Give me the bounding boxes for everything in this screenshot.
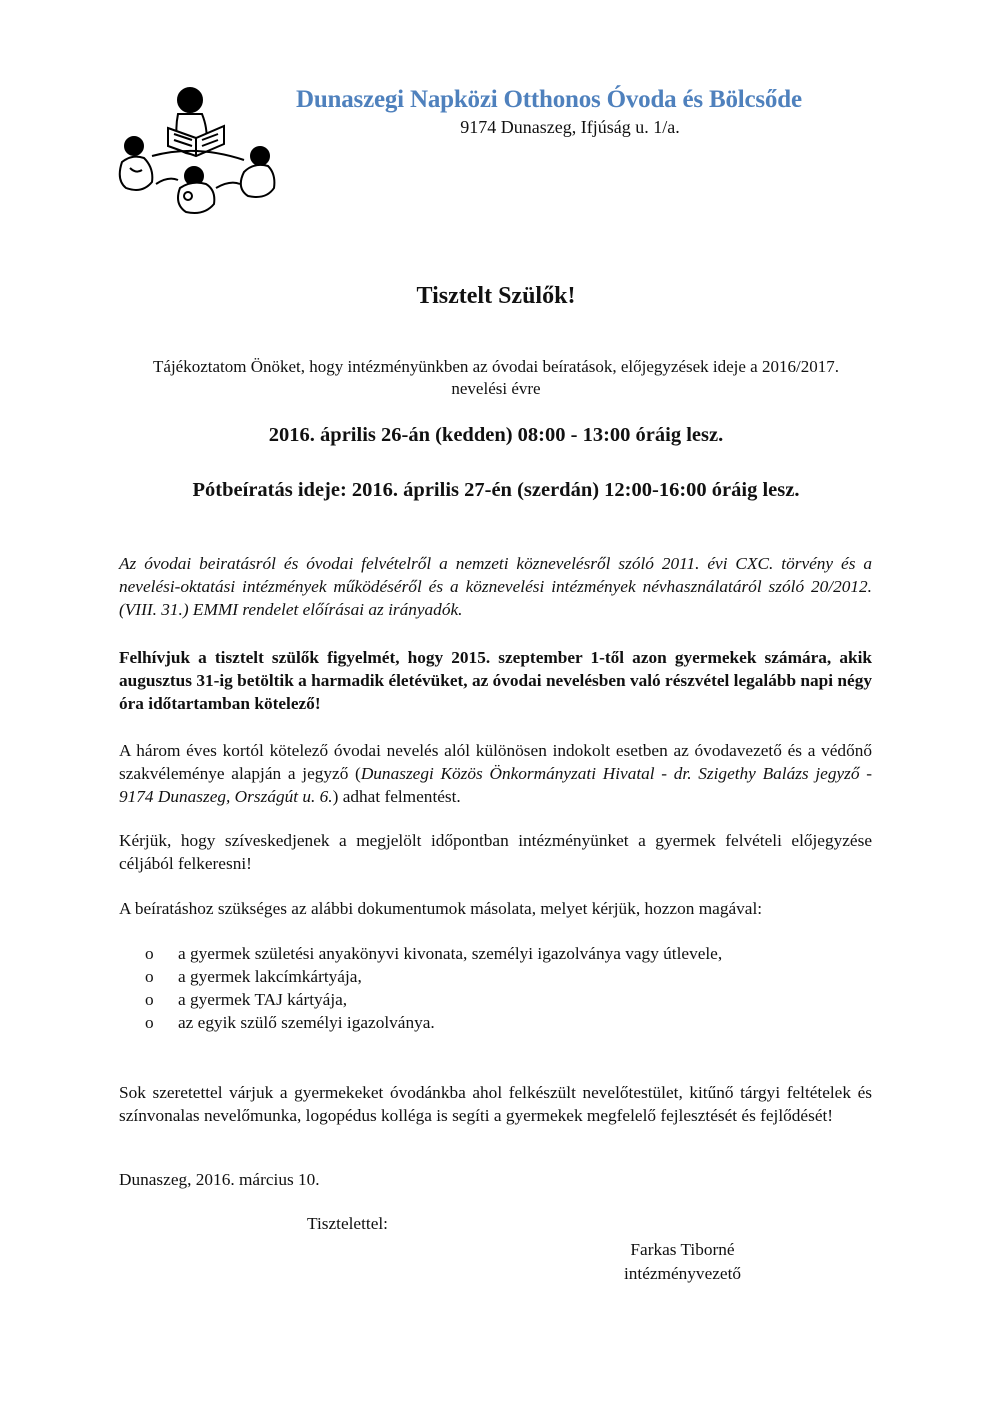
list-item — [145, 965, 845, 988]
mandatory-attendance-notice: Felhívjuk a tisztelt szülők figyelmét, hogy 2015. szeptember 1-től azon gyermekek számára, akik augusztus 31-ig betöltik a harmadik életévüket, az óvodai nevelésben való részvétel legalább napi négy óra időtartamban kötelező! — [119, 648, 872, 713]
enrollment-date: 2016. április 26-án (kedden) 08:00 - 13:00 óráig lesz. — [268, 424, 724, 446]
bullet-marker: o — [145, 1013, 154, 1032]
supplementary-enrollment-date: Pótbeíratás ideje: 2016. április 27-én (szerdán) 12:00-16:00 óráig lesz. — [192, 479, 800, 501]
organization-name: Dunaszegi Napközi Otthonos Óvoda és Bölcsőde — [296, 86, 802, 113]
document-item: az egyik szülő személyi igazolványa. — [178, 1013, 435, 1032]
document-item: a gyermek születési anyakönyvi kivonata, személyi igazolványa vagy útlevele, — [178, 944, 723, 963]
legal-basis-paragraph: Az óvodai beiratásról és óvodai felvételről a nemzeti köznevelésről szóló 2011. évi CXC. törvény és a nevelési-oktatási intézmények működéséről és a köznevelési intézmények névhasználatáról szóló 20/2012. (VIII. 31.) EMMI rendelet előírásai az irányadók. — [119, 554, 872, 619]
place-and-date: Dunaszeg, 2016. március 10. — [119, 1170, 320, 1189]
exemption-text-after: ) adhat felmentést. — [332, 787, 461, 806]
bullet-marker: o — [145, 990, 154, 1009]
list-item — [145, 1011, 845, 1034]
intro-paragraph: Tájékoztatom Önöket, hogy intézményünkben az óvodai beíratások, előjegyzések ideje a 2016/2017. nevelési évre — [153, 357, 839, 398]
signer-name: Farkas Tiborné — [630, 1240, 735, 1259]
list-item — [145, 988, 845, 1011]
exemption-paragraph — [119, 739, 872, 808]
list-item — [145, 942, 845, 965]
documents-intro: A beíratáshoz szükséges az alábbi dokumentumok másolata, melyet kérjük, hozzon magával: — [119, 899, 763, 918]
closing-paragraph: Sok szeretettel várjuk a gyermekeket óvodánkba ahol felkészült nevelőtestület, kitűnő tárgyi feltételek és színvonalas nevelőmunka, logopédus kolléga is segíti a gyermekek megfelelő fejlesztését és fejlődését! — [119, 1083, 872, 1125]
document-item: a gyermek TAJ kártyája, — [178, 990, 348, 1009]
bullet-marker: o — [145, 944, 154, 963]
organization-address: 9174 Dunaszeg, Ifjúság u. 1/a. — [460, 117, 680, 137]
documents-list — [145, 942, 845, 1034]
signer-title: intézményvezető — [623, 1264, 742, 1283]
visit-request-paragraph: Kérjük, hogy szíveskedjenek a megjelölt időpontban intézményünket a gyermek felvételi előjegyzése céljából felkeresni! — [119, 831, 872, 873]
exemption-text-before: A három éves kortól kötelező óvodai nevelés alól különösen indokolt esetben az óvodavezető és a védőnő szakvéleménye alapján a jegyző ( — [119, 741, 872, 783]
exemption-authority: Dunaszegi Közös Önkormányzati Hivatal - dr. Szigethy Balázs jegyző - 9174 Dunaszeg, Országút u. 6. — [119, 764, 872, 806]
document-item: a gyermek lakcímkártyája, — [178, 967, 362, 986]
salutation-heading: Tisztelt Szülők! — [416, 283, 576, 309]
children-reading-logo-icon — [112, 84, 282, 216]
bullet-marker: o — [145, 967, 154, 986]
regards: Tisztelettel: — [307, 1214, 388, 1233]
